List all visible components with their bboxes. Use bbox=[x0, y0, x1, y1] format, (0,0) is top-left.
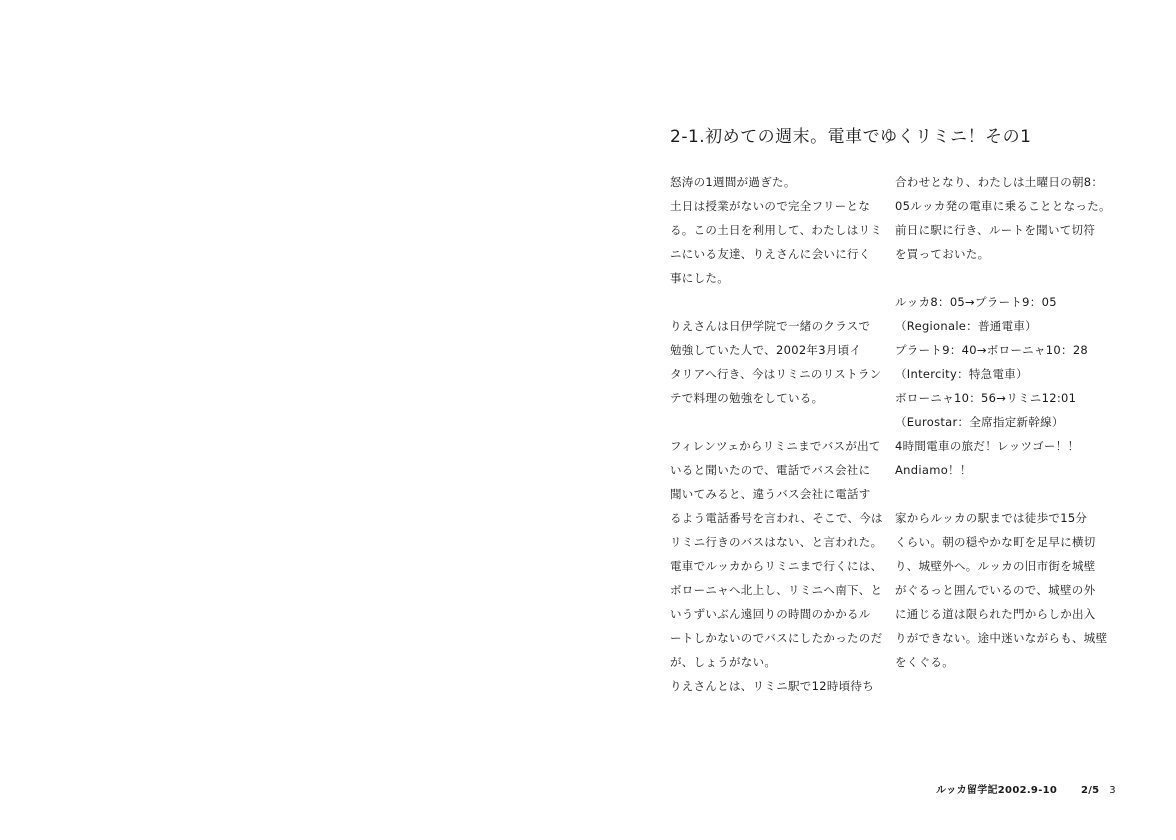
text-line: タリアへ行き、今はリミニのリストラン bbox=[670, 367, 882, 381]
paragraph-gap bbox=[670, 410, 880, 434]
text-line: がぐるっと囲んでいるので、城壁の外 bbox=[895, 583, 1096, 597]
text-line: いると聞いたので、電話でバス会社に bbox=[670, 463, 871, 477]
text-line: りえさんは日伊学院で一緒のクラスで bbox=[670, 319, 871, 333]
text-line: Andiamo！！ bbox=[895, 463, 972, 477]
page-number: 3 bbox=[1109, 785, 1116, 796]
text-line: （Intercity：特急電車） bbox=[895, 367, 1028, 381]
text-line: を買っておいた。 bbox=[895, 247, 990, 261]
text-line: が、しょうがない。 bbox=[670, 655, 777, 669]
paragraph-gap bbox=[895, 266, 1105, 290]
left-text-column bbox=[670, 170, 883, 698]
text-line: ボローニャ10：56→リミニ12:01 bbox=[895, 391, 1077, 405]
text-line: り、城壁外へ。ルッカの旧市街を城壁 bbox=[895, 559, 1096, 573]
text-line: に通じる道は限られた門からしか出入 bbox=[895, 607, 1096, 621]
text-line: るよう電話番号を言われ、そこで、今は bbox=[670, 511, 883, 525]
text-line: 前日に駅に行き、ルートを聞いて切符 bbox=[895, 223, 1096, 237]
text-line: 事にした。 bbox=[670, 271, 729, 285]
text-line: リミニ行きのバスはない、と言われた。 bbox=[670, 535, 883, 549]
text-line: ニにいる友達、りえさんに会いに行く bbox=[670, 247, 871, 261]
text-line: （Eurostar：全席指定新幹線） bbox=[895, 415, 1064, 429]
text-line: る。この土日を利用して、わたしはリミ bbox=[670, 223, 883, 237]
text-line: 家からルッカの駅までは徒歩で15分 bbox=[895, 511, 1088, 525]
text-line: テで料理の勉強をしている。 bbox=[670, 391, 824, 405]
chapter-page-indicator: 2/5 bbox=[1080, 785, 1100, 796]
page-footer bbox=[936, 781, 1116, 796]
text-line: 4時間電車の旅だ！レッツゴー！！ bbox=[895, 439, 1080, 453]
text-line: 05ルッカ発の電車に乗ることとなった。 bbox=[895, 199, 1111, 213]
text-line: 聞いてみると、違うバス会社に電話す bbox=[670, 487, 871, 501]
text-line: （Regionale：普通電車） bbox=[895, 319, 1037, 333]
text-line: ルッカ8：05→プラート9：05 bbox=[895, 295, 1057, 309]
section-title: 2-1.初めての週末。電車でゆくリミニ！その1 bbox=[670, 127, 1032, 147]
text-line: りえさんとは、リミニ駅で12時頃待ち bbox=[670, 679, 875, 693]
right-text-column bbox=[895, 170, 1111, 674]
text-line: いうずいぶん遠回りの時間のかかるル bbox=[670, 607, 871, 621]
text-line: 電車でルッカからリミニまで行くには、 bbox=[670, 559, 883, 573]
text-line: プラート9：40→ボローニャ10：28 bbox=[895, 343, 1089, 357]
text-line: 怒涛の1週間が過ぎた。 bbox=[670, 175, 796, 189]
running-title: ルッカ留学記2002.9-10 bbox=[936, 785, 1058, 796]
text-line: りができない。途中迷いながらも、城壁 bbox=[895, 631, 1108, 645]
paragraph-gap bbox=[670, 290, 880, 314]
text-line: くらい。朝の穏やかな町を足早に横切 bbox=[895, 535, 1096, 549]
text-line: 土日は授業がないので完全フリーとな bbox=[670, 199, 871, 213]
text-line: ボローニャへ北上し、リミニへ南下、と bbox=[670, 583, 883, 597]
text-line: 合わせとなり、わたしは土曜日の朝8： bbox=[895, 175, 1104, 189]
text-line: をくぐる。 bbox=[895, 655, 954, 669]
text-line: フィレンツェからリミニまでバスが出て bbox=[670, 439, 881, 453]
paragraph-gap bbox=[895, 482, 1105, 506]
text-line: ートしかないのでバスにしたかったのだ bbox=[670, 631, 883, 645]
text-line: 勉強していた人で、2002年3月頃イ bbox=[670, 343, 862, 357]
